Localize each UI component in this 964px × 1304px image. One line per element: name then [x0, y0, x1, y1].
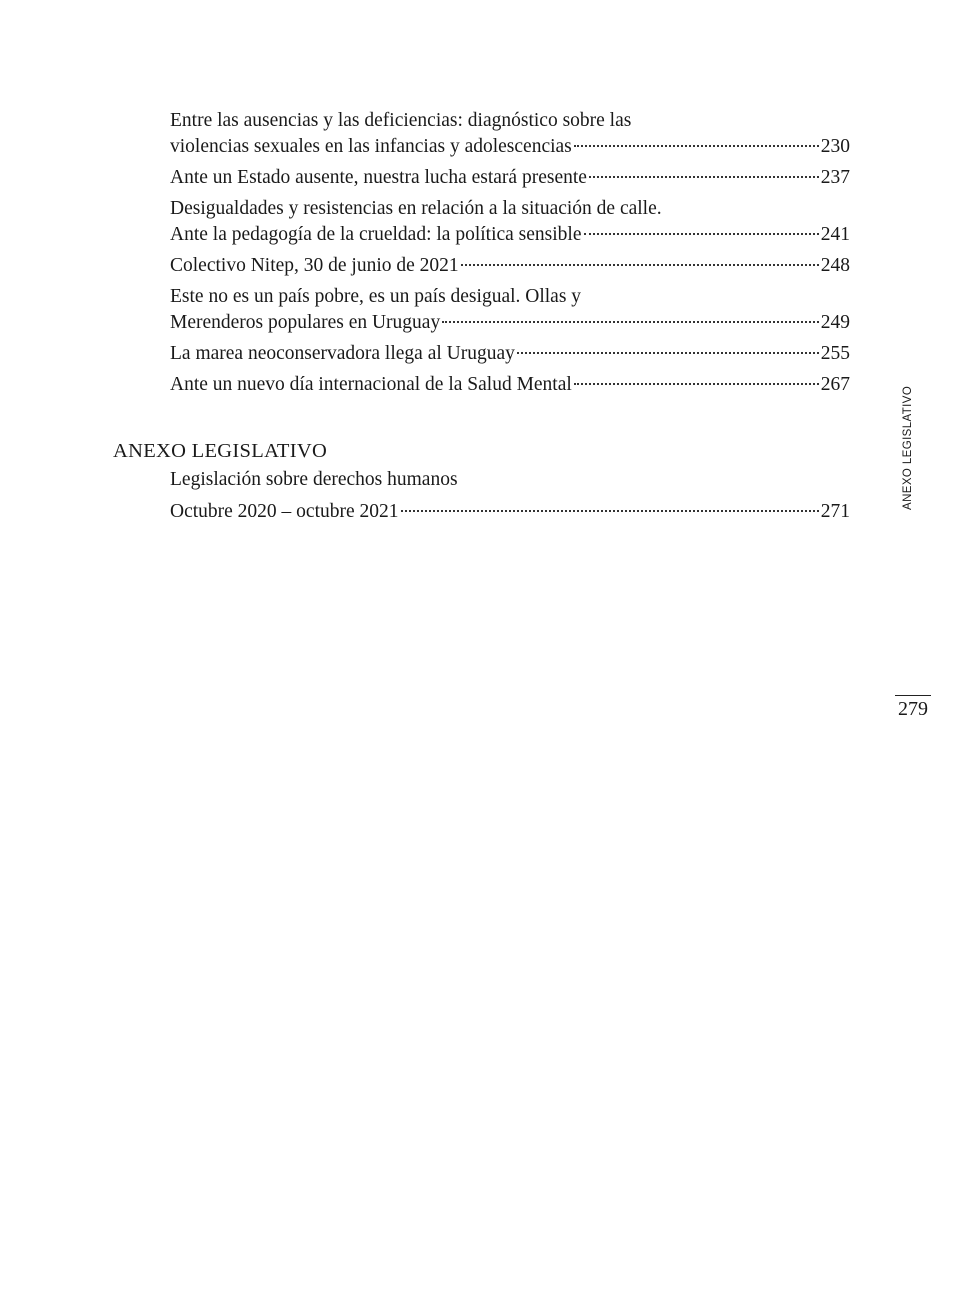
toc-entry-title-line: Este no es un país pobre, es un país desigual. Ollas y [170, 286, 582, 307]
toc-entry-title-line: Desigualdades y resistencias en relación a la situación de calle. [170, 198, 662, 219]
dot-leader [517, 352, 819, 354]
section-heading: ANEXO LEGISLATIVO [113, 440, 328, 462]
dot-leader [584, 233, 819, 235]
toc-entry[interactable] [170, 253, 850, 279]
page-number: 279 [898, 698, 928, 720]
annex-section [170, 467, 850, 525]
dot-leader [442, 321, 819, 323]
annex-subtitle: Legislación sobre derechos humanos [170, 469, 458, 490]
toc-entry-title: Ante un Estado ausente, nuestra lucha estará presente [170, 167, 587, 188]
toc-entry[interactable] [170, 284, 850, 336]
folio-rule [895, 695, 931, 696]
toc-entry-title: violencias sexuales en las infancias y adolescencias [170, 136, 572, 157]
toc-entry-title: Merenderos populares en Uruguay [170, 312, 441, 333]
toc-entry-title: Octubre 2020 – octubre 2021 [170, 501, 399, 522]
dot-leader [461, 264, 819, 266]
toc-entry[interactable] [170, 341, 850, 367]
toc-page-number: 230 [820, 136, 850, 157]
toc-page-number: 237 [820, 167, 850, 188]
dot-leader [589, 176, 819, 178]
toc-entry-title: La marea neoconservadora llega al Uruguay [170, 343, 515, 364]
dot-leader [574, 383, 819, 385]
toc-entry-title-line: Entre las ausencias y las deficiencias: diagnóstico sobre las [170, 110, 632, 131]
running-head: ANEXO LEGISLATIVO [902, 385, 914, 510]
toc-page-number: 271 [820, 501, 850, 522]
toc-entry-title: Ante un nuevo día internacional de la Salud Mental [170, 374, 572, 395]
toc-entry[interactable] [170, 372, 850, 398]
toc-entry[interactable] [170, 165, 850, 191]
toc-page-number: 241 [820, 224, 850, 245]
toc-entry[interactable] [170, 108, 850, 160]
toc-entry-title: Colectivo Nitep, 30 de junio de 2021 [170, 255, 459, 276]
dot-leader [401, 510, 819, 512]
table-of-contents [170, 108, 850, 403]
toc-page-number: 255 [820, 343, 850, 364]
toc-entry[interactable] [170, 196, 850, 248]
toc-page-number: 249 [820, 312, 850, 333]
toc-page-number: 267 [820, 374, 850, 395]
toc-page-number: 248 [820, 255, 850, 276]
toc-entry[interactable] [170, 499, 850, 525]
dot-leader [574, 145, 819, 147]
toc-entry-title: Ante la pedagogía de la crueldad: la política sensible [170, 224, 582, 245]
